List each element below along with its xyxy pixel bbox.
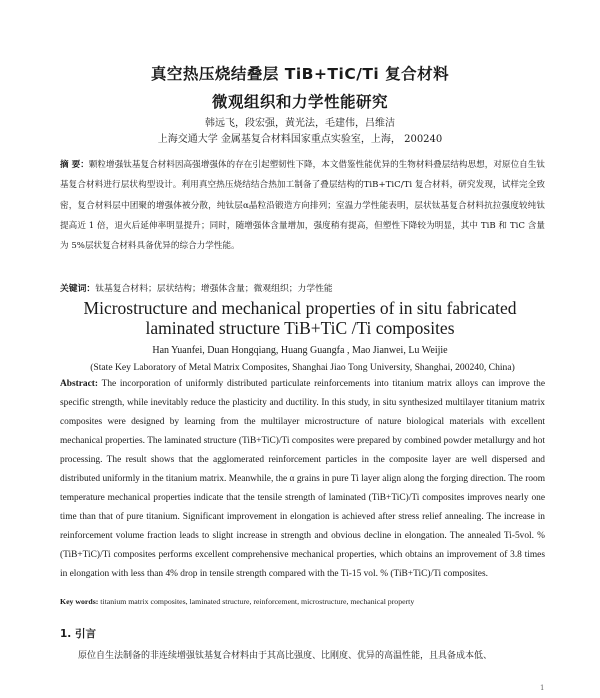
cn-keywords-label: 关键词： [60,284,96,294]
cn-title-line2: 微观组织和力学性能研究 [211,93,388,111]
cn-authors: 韩远飞，段宏强，黄光法，毛建伟，吕维洁 [205,118,395,129]
cn-keywords-text: 钛基复合材料；层状结构；增强体含量；微观组织；力学性能 [95,284,333,294]
en-abstract-label: Abstract: [60,379,99,389]
en-authors: Han Yuanfei, Duan Hongqiang, Huang Guangfa , Mao Jianwei, Lu Weijie [152,345,448,356]
en-affiliation: (State Key Laboratory of Metal Matrix Composites, Shanghai Jiao Tong University, Shanghai, 200240, China) [90,362,515,373]
en-keywords-label: Key words: [60,597,99,606]
cn-title-line1: 真空热压烧结叠层 TiB+TiC/Ti 复合材料 [150,65,450,83]
en-abstract-text: The incorporation of uniformly distributed particulate reinforcements into titanium matrix alloys can improve the specific strength, while inevitably reduce the plasticity and ductility. In this study, in situ synthesized multilayer titanium matrix composites were designed by learning from the multilayer microstructure of nature biological materials with excellent mechanical properties. The laminated structure (TiB+TiC)/Ti composites were prepared by combined powder metallurgy and hot processing. The result shows that the agglomerated reinforcement particles in the composite layer are well dispersed and distributed uniformly in the titanium matrix. Meanwhile, the α grains in pure Ti layer align along the forging direction. The room temperature mechanical properties indicate that the tensile strength of laminated (TiB+TiC)/Ti composites improves nearly one time than that of pure titanium. Significant improvement in elongation is achieved after stress relief annealing. The increase in reinforcement volume fraction leads to slight increase in strength and obvious decline in elongation. The annealed Ti-5vol. % (TiB+TiC)/Ti composites performs excellent comprehensive mechanical properties, which obtains an improvement of 3.8 times in elongation with less than 4% drop in tensile strength compared with the Ti-15 vol. % (TiB+TiC)/Ti composites. [60,379,545,579]
cn-abstract [60,155,545,256]
en-title-line2: laminated structure TiB+TiC /Ti composites [145,318,455,338]
en-keywords [60,597,545,606]
en-keywords-text: titanium matrix composites, laminated structure, reinforcement, microstructure, mechanical property [98,597,415,606]
section-heading-introduction: 1. 引言 [60,628,96,640]
en-abstract [60,375,545,584]
cn-keywords [60,281,545,294]
en-title-line1: Microstructure and mechanical properties of in situ fabricated [83,298,517,318]
cn-abstract-text: 颗粒增强钛基复合材料因高强增强体的存在引起塑韧性下降，本文借鉴性能优异的生物材料叠层结构思想，对原位自生钛基复合材料进行层状构型设计。利用真空热压烧结结合热加工制备了叠层结构的TiB+TiC/Ti 复合材料，研究发现，试样完全致密，复合材料层中团聚的增强体被分散，纯钛层α晶粒沿锻造方向排列；室温力学性能表明，层状钛基复合材料抗拉强度较纯钛提高近 1 倍，退火后延伸率明显提升；同时，随增强体含量增加，强度稍有提高，但塑性下降较为明显，其中 TiB 和 TiC 含量为 5%层状复合材料具备优异的综合力学性能。 [60,160,545,252]
page-number: 1 [540,684,545,692]
cn-abstract-label: 摘 要： [60,160,89,170]
section-body-text: 原位自生法制备的非连续增强钛基复合材料由于其高比强度、比刚度、优异的高温性能，且具备成本低、 [78,651,493,661]
cn-affiliation: 上海交通大学 金属基复合材料国家重点实验室，上海， 200240 [157,134,443,145]
